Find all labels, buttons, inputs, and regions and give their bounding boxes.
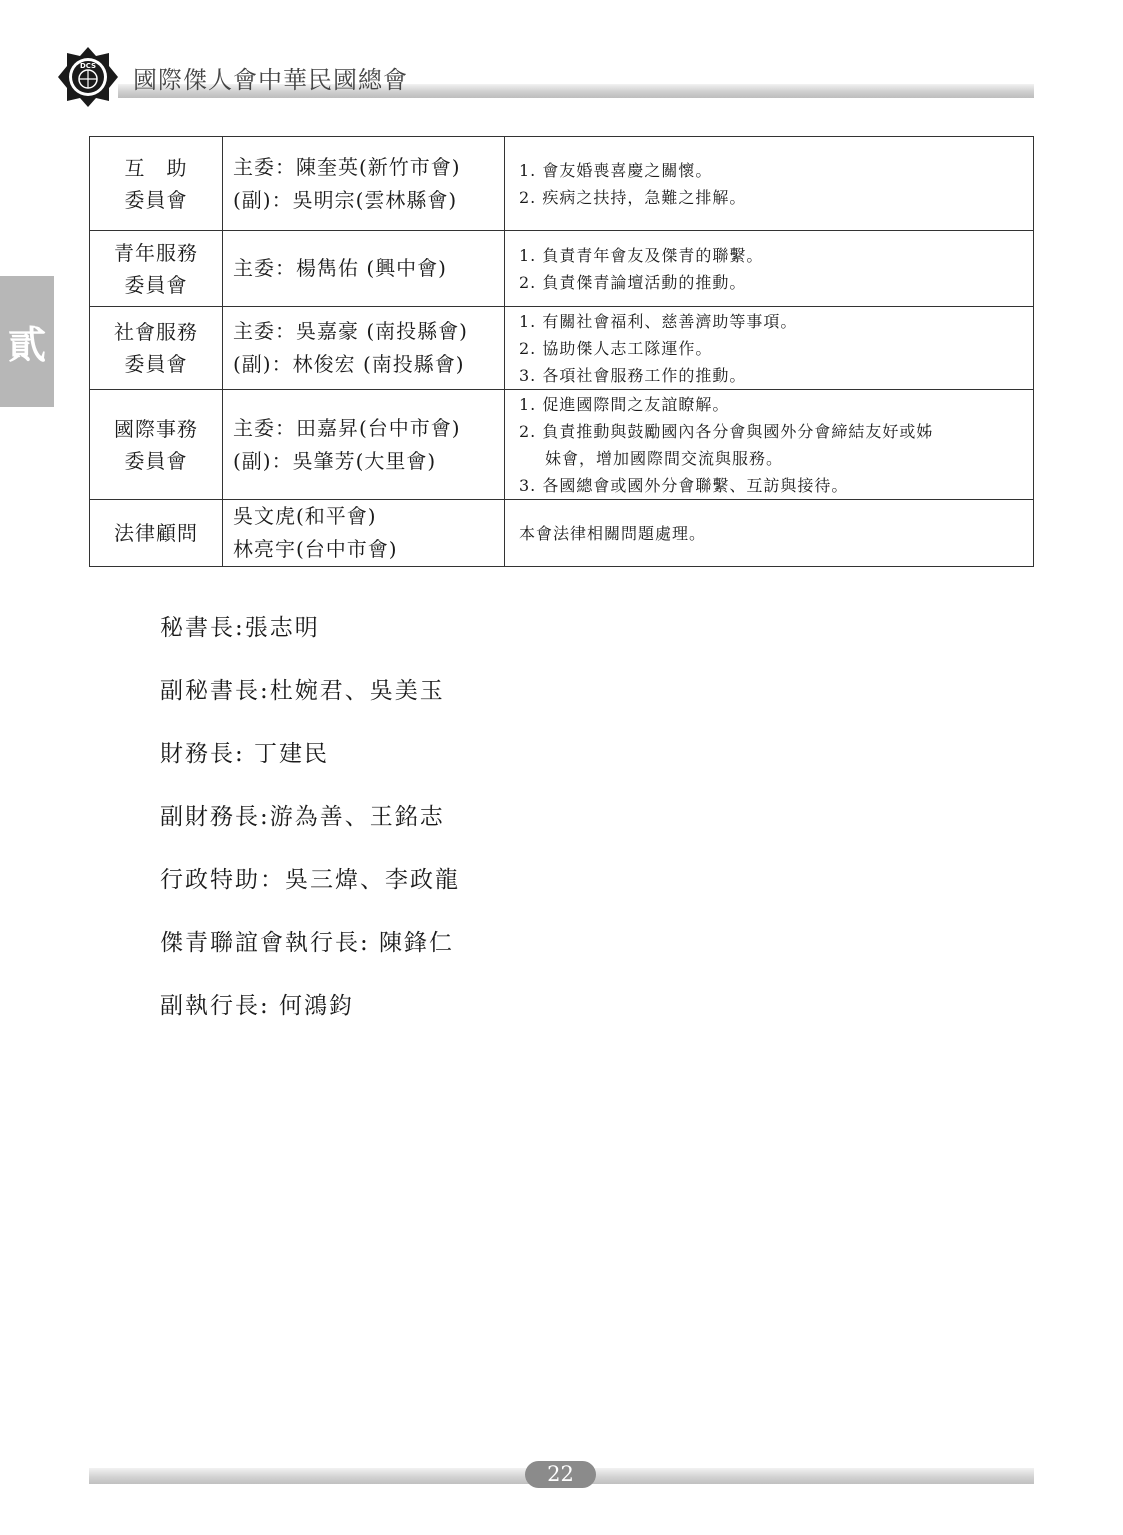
table-row — [90, 307, 1034, 390]
committee-duties: 1. 會友婚喪喜慶之關懷。 2. 疾病之扶持，急難之排解。 — [505, 137, 1034, 231]
committee-name: 社會服務 委員會 — [90, 307, 223, 390]
logo-text: DCS — [79, 62, 97, 70]
chapter-tab-label: 貳 — [7, 322, 46, 367]
committee-name: 青年服務 委員會 — [90, 231, 223, 307]
committee-members: 主委：田嘉昇(台中市會) (副)：吳肇芳(大里會) — [223, 390, 505, 500]
committee-name: 法律顧問 — [90, 500, 223, 567]
table-row — [90, 137, 1034, 231]
page-number: 22 — [525, 1461, 596, 1488]
committee-name: 國際事務 委員會 — [90, 390, 223, 500]
chapter-tab — [0, 276, 54, 407]
table-row — [90, 390, 1034, 500]
table-row — [90, 231, 1034, 307]
committee-duties: 1. 負責青年會友及傑青的聯繫。 2. 負責傑青論壇活動的推動。 — [505, 231, 1034, 307]
committee-duties: 1. 促進國際間之友誼瞭解。 2. 負責推動與鼓勵國內各分會與國外分會締結友好或姊 妹會，增加國際間交流與服務。 3. 各國總會或國外分會聯繫、互訪與接待。 — [505, 390, 1034, 500]
committee-duties: 本會法律相關問題處理。 — [505, 500, 1034, 567]
committee-table — [89, 136, 1034, 567]
officer-admin-assistant: 行政特助：吳三煒、李政龍 — [160, 867, 460, 893]
page-header — [0, 0, 1123, 120]
committee-members: 吳文虎(和平會) 林亮宇(台中市會) — [223, 500, 505, 567]
table-row — [90, 500, 1034, 567]
officer-list — [160, 608, 860, 1049]
committee-duties: 1. 有關社會福利、慈善濟助等事項。 2. 協助傑人志工隊運作。 3. 各項社會服務工作的推動。 — [505, 307, 1034, 390]
officer-jc-executive: 傑青聯誼會執行長: 陳鋒仁 — [160, 930, 455, 956]
officer-deputy-treasurer: 副財務長:游為善、王銘志 — [160, 804, 445, 830]
officer-treasurer: 財務長: 丁建民 — [160, 741, 330, 767]
org-name: 國際傑人會中華民國總會 — [133, 66, 408, 94]
dcs-emblem-icon — [57, 46, 119, 108]
officer-deputy-secretary-general: 副秘書長:杜婉君、吳美玉 — [160, 678, 445, 704]
officer-secretary-general: 秘書長:張志明 — [160, 615, 320, 641]
committee-members: 主委：楊雋佑 (興中會) — [223, 231, 505, 307]
committee-members: 主委：陳奎英(新竹市會) (副)：吳明宗(雲林縣會) — [223, 137, 505, 231]
committee-name: 互 助 委員會 — [90, 137, 223, 231]
committee-members: 主委：吳嘉豪 (南投縣會) (副)：林俊宏 (南投縣會) — [223, 307, 505, 390]
officer-deputy-executive: 副執行長: 何鴻鈞 — [160, 993, 355, 1019]
